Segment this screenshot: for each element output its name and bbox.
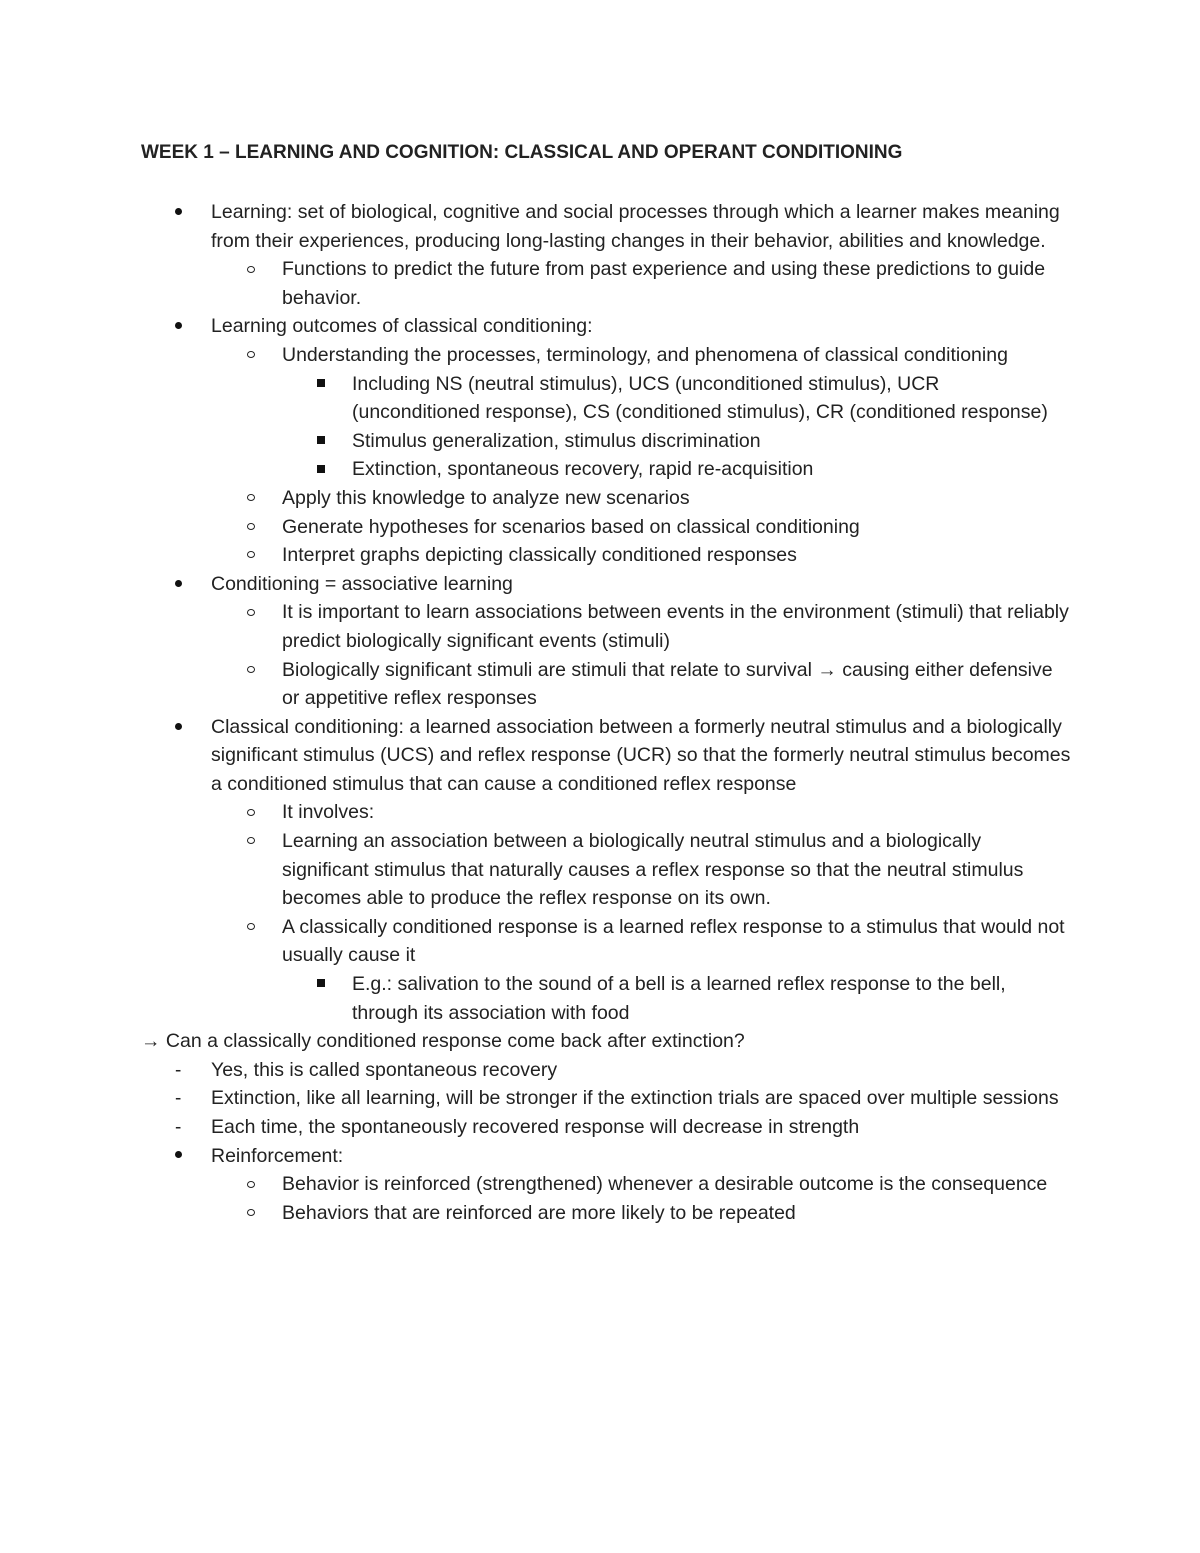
list-item [141, 1199, 1071, 1228]
bullet-circle-icon [247, 255, 255, 284]
list-item [141, 1027, 1071, 1056]
list-item-text: Yes, this is called spontaneous recovery [211, 1058, 558, 1081]
list-item-text: It is important to learn associations between events in the environment (stimuli) that reliably predict biologically significant events (stimuli) [282, 601, 1069, 652]
list-item [141, 1084, 1071, 1113]
bullet-square-icon [317, 970, 325, 999]
list-item [141, 1170, 1071, 1199]
list-item-text: → Can a classically conditioned response come back after extinction? [141, 1030, 745, 1053]
list-item-text: Learning: set of biological, cognitive and social processes through which a learner makes meaning from their experiences, producing long-lasting changes in their behavior, abilities and knowledge. [211, 201, 1060, 252]
list-item-text: E.g.: salivation to the sound of a bell is a learned reflex response to the bell, through its association with food [352, 973, 1006, 1024]
list-item [141, 827, 1071, 913]
list-item-text: Extinction, like all learning, will be stronger if the extinction trials are spaced over multiple sessions [211, 1087, 1059, 1110]
list-item [141, 427, 1071, 456]
bullet-dash-icon: - [175, 1088, 182, 1110]
list-item-text: Behavior is reinforced (strengthened) whenever a desirable outcome is the consequence [282, 1173, 1048, 1196]
bullet-circle-icon [247, 913, 255, 942]
bullet-square-icon [317, 427, 325, 456]
list-item-text: It involves: [282, 801, 375, 824]
bullet-square-icon [317, 370, 325, 399]
list-item-text: Understanding the processes, terminology, and phenomena of classical conditioning [282, 343, 1008, 366]
notes-list [141, 198, 1071, 1227]
list-item-text: Apply this knowledge to analyze new scenarios [282, 486, 690, 509]
list-item-text: Reinforcement: [211, 1144, 344, 1167]
list-item [141, 484, 1071, 513]
bullet-circle-icon [247, 484, 255, 513]
bullet-dot-icon [175, 1142, 182, 1171]
list-item-text: Interpret graphs depicting classically conditioned responses [282, 544, 797, 567]
list-item [141, 1056, 1071, 1085]
list-item-text: Biologically significant stimuli are stimuli that relate to survival → causing either defensive or appetitive reflex responses [282, 658, 1053, 710]
bullet-circle-icon [247, 1170, 255, 1199]
bullet-dot-icon [175, 570, 182, 599]
bullet-dot-icon [175, 713, 182, 742]
list-item [141, 513, 1071, 542]
list-item [141, 198, 1071, 255]
bullet-circle-icon [247, 798, 255, 827]
list-item [141, 598, 1071, 655]
bullet-circle-icon [247, 827, 255, 856]
list-item-text: Learning outcomes of classical conditioning: [211, 315, 593, 338]
list-item [141, 913, 1071, 970]
list-item-text: Behaviors that are reinforced are more likely to be repeated [282, 1201, 796, 1224]
list-item [141, 370, 1071, 427]
list-item [141, 312, 1071, 341]
list-item-text: Including NS (neutral stimulus), UCS (unconditioned stimulus), UCR (unconditioned response), CS (conditioned stimulus), CR (conditioned response) [352, 372, 1048, 424]
list-item-text: Learning an association between a biologically neutral stimulus and a biologically significant stimulus that naturally causes a reflex response so that the neutral stimulus becomes able to produce the reflex response on its own. [282, 830, 1024, 910]
list-item [141, 455, 1071, 484]
bullet-square-icon [317, 455, 325, 484]
list-item-text: Functions to predict the future from past experience and using these predictions to guide behavior. [282, 258, 1046, 309]
list-item-text: A classically conditioned response is a learned reflex response to a stimulus that would not usually cause it [282, 915, 1065, 967]
bullet-circle-icon [247, 656, 255, 685]
bullet-circle-icon [247, 1199, 255, 1228]
list-item [141, 570, 1071, 599]
list-item [141, 541, 1071, 570]
page-title: WEEK 1 – LEARNING AND COGNITION: CLASSICAL AND OPERANT CONDITIONING [141, 142, 903, 163]
bullet-dash-icon: - [175, 1117, 182, 1138]
list-item [141, 970, 1071, 1027]
list-item [141, 341, 1071, 370]
list-item-text: Each time, the spontaneously recovered response will decrease in strength [211, 1116, 860, 1138]
list-item-text: Extinction, spontaneous recovery, rapid re-acquisition [352, 458, 814, 481]
list-item-text: Stimulus generalization, stimulus discrimination [352, 429, 761, 452]
list-item [141, 1113, 1071, 1142]
bullet-dot-icon [175, 198, 182, 227]
list-item [141, 713, 1071, 799]
list-item-text: Generate hypotheses for scenarios based on classical conditioning [282, 515, 860, 538]
bullet-circle-icon [247, 541, 255, 570]
list-item [141, 1142, 1071, 1171]
list-item [141, 656, 1071, 713]
bullet-circle-icon [247, 513, 255, 542]
bullet-dash-icon: - [175, 1059, 182, 1081]
bullet-circle-icon [247, 598, 255, 627]
list-item [141, 798, 1071, 827]
list-item-text: Classical conditioning: a learned association between a formerly neutral stimulus and a biologically significant stimulus (UCS) and reflex response (UCR) so that the formerly neutral stimulus becomes a conditioned stimulus that can cause a conditioned reflex response [211, 715, 1071, 795]
bullet-circle-icon [247, 341, 255, 370]
list-item [141, 255, 1071, 312]
bullet-dot-icon [175, 312, 182, 341]
list-item-text: Conditioning = associative learning [211, 572, 513, 595]
